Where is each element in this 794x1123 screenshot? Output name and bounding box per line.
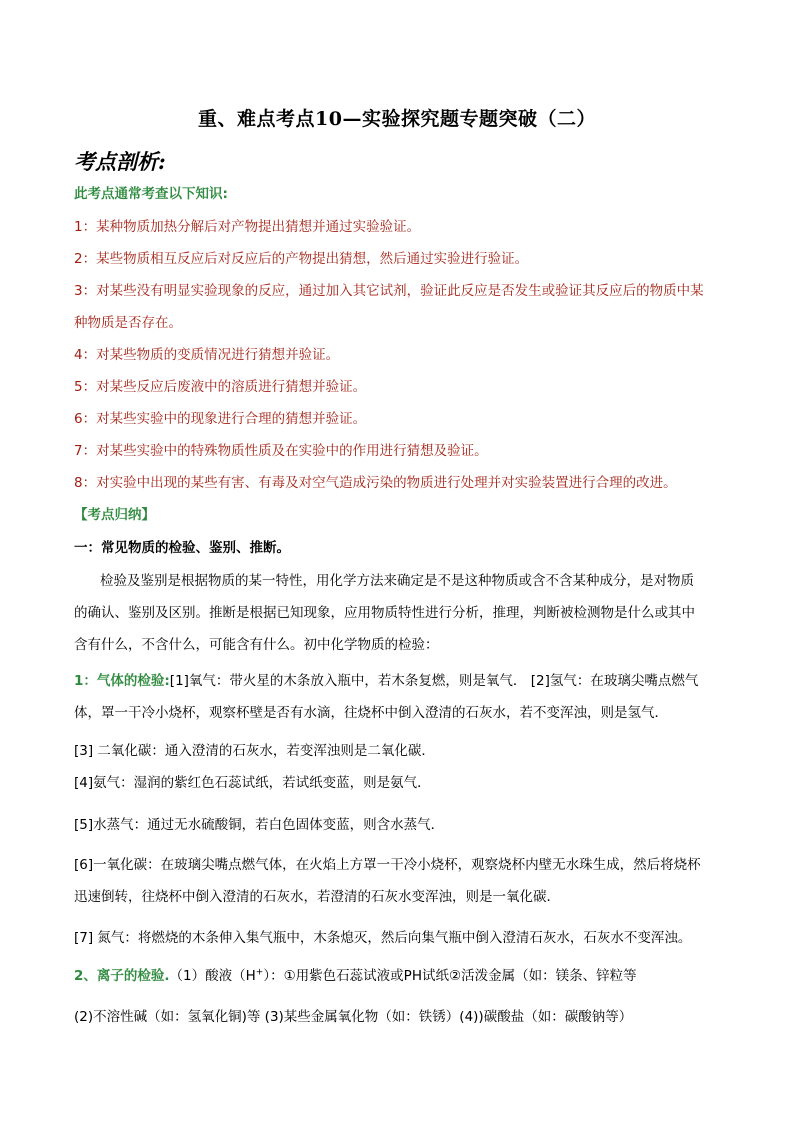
point-5: 5：对某些反应后废液中的溶质进行猜想并验证。 xyxy=(74,379,367,395)
gas-line-2: 体，罩一干冷小烧杯，观察杯壁是否有水滴，往烧杯中倒入澄清的石灰水，若不变浑浊，则是氢气． xyxy=(74,705,668,721)
gas-co-line-2: 迅速倒转，往烧杯中倒入澄清的石灰水，若澄清的石灰水变浑浊，则是一氧化碳． xyxy=(74,889,560,905)
point-3: 3：对某些没有明显实验现象的反应，通过加入其它试剂，验证此反应是否发生或验证其反应后的物质中某 xyxy=(74,283,704,299)
ion-label: 2、离子的检验. xyxy=(74,968,170,984)
gas-h2o: [5]水蒸气：通过无水硫酸铜，若白色固体变蓝，则含水蒸气． xyxy=(74,817,445,833)
gas-text-1: [1]氧气：带火星的木条放入瓶中，若木条复燃，则是氧气． [2]氢气：在玻璃尖嘴点燃气 xyxy=(169,673,699,689)
gas-nh3: [4]氨气：湿润的紫红色石蕊试纸，若试纸变蓝，则是氨气． xyxy=(74,775,431,791)
page-title: 重、难点考点10—实验探究题专题突破（二） xyxy=(198,108,596,130)
gas-co-line-1: [6]一氧化碳：在玻璃尖嘴点燃气体，在火焰上方罩一干冷小烧杯，观察烧杯内壁无水珠生成，然后将烧杯 xyxy=(74,857,701,873)
point-2: 2：某些物质相互反应后对反应后的产物提出猜想，然后通过实验进行验证。 xyxy=(74,251,529,267)
point-4: 4：对某些物质的变质情况进行猜想并验证。 xyxy=(74,347,340,363)
paragraph-line-3: 含有什么，不含什么，可能含有什么。初中化学物质的检验： xyxy=(74,637,439,653)
ion-superscript: + xyxy=(255,967,264,978)
section-label: 【考点归纳】 xyxy=(74,507,155,523)
gas-line-1 xyxy=(74,671,734,691)
gas-n2: [7] 氮气：将燃烧的木条伸入集气瓶中，木条熄灭，然后向集气瓶中倒入澄清石灰水，石灰水不变浑浊。 xyxy=(74,930,692,946)
point-7: 7：对某些实验中的特殊物质性质及在实验中的作用进行猜想及验证。 xyxy=(74,443,488,459)
ion-line-2: (2)不溶性碱（如：氢氧化铜)等 (3)某些金属氧化物（如：铁锈）(4))碳酸盐（如：碳酸钠等） xyxy=(74,1009,633,1025)
point-8: 8：对实验中出现的某些有害、有毒及对空气造成污染的物质进行处理并对实验装置进行合理的改进。 xyxy=(74,475,677,491)
point-6: 6：对某些实验中的现象进行合理的猜想并验证。 xyxy=(74,411,367,427)
ion-text-1a: （1）酸液（H xyxy=(169,968,256,984)
section-heading-analysis: 考点剖析: xyxy=(74,149,166,174)
section1-heading: 一：常见物质的检验、鉴别、推断。 xyxy=(74,540,290,556)
ion-text-1b: ）：①用紫色石蕊试液或PH试纸②活泼金属（如：镁条、锌粒等 xyxy=(263,968,637,984)
paragraph-line-2: 的确认、鉴别及区别。推断是根据已知现象，应用物质特性进行分析，推理，判断被检测物是什么或其中 xyxy=(74,605,695,621)
paragraph-line-1: 检验及鉴别是根据物质的某一特性，用化学方法来确定是不是这种物质或含不含某种成分，是对物质 xyxy=(100,573,694,589)
intro-text: 此考点通常考查以下知识: xyxy=(74,186,228,202)
ion-line-1 xyxy=(74,966,734,986)
gas-label: 1：气体的检验: xyxy=(74,673,170,689)
point-3-cont: 种物质是否存在。 xyxy=(74,315,182,331)
point-1: 1：某种物质加热分解后对产物提出猜想并通过实验验证。 xyxy=(74,219,421,235)
gas-co2: [3] 二氧化碳：通入澄清的石灰水，若变浑浊则是二氧化碳． xyxy=(74,743,435,759)
